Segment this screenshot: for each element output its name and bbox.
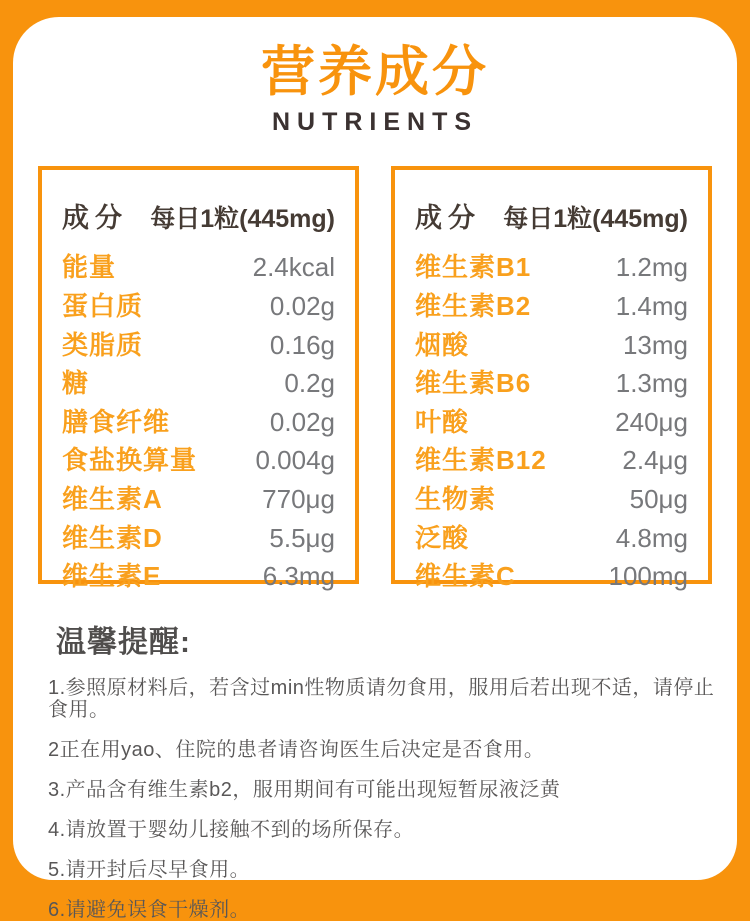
nutrient-row — [60, 403, 337, 442]
nutrient-label: 叶酸 — [415, 406, 470, 437]
nutrient-row — [60, 248, 337, 287]
reminder-note: 4.请放置于婴幼儿接触不到的场所保存。 — [48, 819, 415, 842]
nutrient-value: 2.4kcal — [252, 252, 335, 283]
nutrient-row — [413, 248, 690, 287]
nutrient-label: 维生素B6 — [415, 368, 532, 399]
nutrient-row — [60, 441, 337, 480]
table-header-ingredient: 成分 — [415, 203, 481, 234]
nutrient-label: 维生素A — [62, 483, 163, 514]
nutrient-label: 能量 — [62, 252, 117, 283]
nutrient-label: 食盐换算量 — [62, 445, 198, 476]
reminder-note: 5.请开封后尽早食用。 — [48, 859, 251, 882]
nutrient-row — [413, 403, 690, 442]
nutrient-label: 膳食纤维 — [62, 406, 171, 437]
nutrient-label: 维生素B1 — [415, 252, 532, 283]
nutrient-row — [60, 364, 337, 403]
page-subtitle: NUTRIENTS — [271, 108, 479, 137]
nutrient-value: 0.004g — [255, 445, 335, 476]
nutrient-label: 维生素D — [62, 522, 163, 553]
nutrient-label: 维生素E — [62, 561, 162, 592]
nutrient-label: 维生素B2 — [415, 290, 532, 321]
table-header — [413, 196, 690, 235]
nutrient-value: 0.2g — [284, 368, 335, 399]
nutrition-tables — [13, 166, 737, 592]
nutrition-table-left — [38, 166, 359, 592]
nutrient-row — [60, 287, 337, 326]
nutrient-label: 维生素B12 — [415, 445, 547, 476]
nutrient-label: 泛酸 — [415, 522, 470, 553]
table-header-ingredient: 成分 — [62, 203, 128, 234]
nutrient-value: 13mg — [622, 329, 688, 360]
nutrient-value: 50μg — [629, 483, 688, 514]
nutrient-row — [60, 557, 337, 596]
nutrient-value: 1.4mg — [615, 290, 688, 321]
reminder-note: 2正在用yao、住院的患者请咨询医生后决定是否食用。 — [48, 739, 545, 762]
nutrient-value: 6.3mg — [262, 561, 335, 592]
reminder-note: 1.参照原材料后，若含过min性物质请勿食用，服用后若出现不适，请停止食用。 — [48, 677, 715, 722]
nutrient-value: 0.02g — [269, 290, 335, 321]
nutrient-value: 4.8mg — [615, 522, 688, 553]
reminder-title: 温馨提醒: — [56, 626, 191, 660]
nutrient-value: 2.4μg — [622, 445, 688, 476]
table-header-amount: 每日1粒(445mg) — [503, 205, 688, 234]
nutrient-row — [413, 557, 690, 596]
nutrient-value: 5.5μg — [269, 522, 335, 553]
nutrient-label: 生物素 — [415, 483, 497, 514]
nutrient-value: 0.16g — [269, 329, 335, 360]
nutrient-row — [60, 480, 337, 519]
page-title: 营养成分 — [261, 42, 489, 102]
nutrient-row — [413, 480, 690, 519]
nutrient-value: 100mg — [608, 561, 688, 592]
nutrient-label: 蛋白质 — [62, 290, 144, 321]
nutrient-value: 1.2mg — [615, 252, 688, 283]
nutrient-row — [413, 364, 690, 403]
nutrient-label: 糖 — [62, 368, 90, 399]
reminder-note: 3.产品含有维生素b2，服用期间有可能出现短暂尿液泛黄 — [48, 779, 561, 802]
table-body — [60, 248, 337, 595]
nutrient-label: 烟酸 — [415, 329, 470, 360]
nutrient-label: 类脂质 — [62, 329, 144, 360]
nutrient-row — [60, 519, 337, 558]
nutrient-row — [413, 287, 690, 326]
table-header-amount: 每日1粒(445mg) — [150, 205, 335, 234]
reminder-notes — [13, 677, 737, 921]
nutrient-row — [413, 326, 690, 365]
nutrient-row — [413, 519, 690, 558]
nutrient-row — [413, 441, 690, 480]
table-header — [60, 196, 337, 235]
nutrient-value: 770μg — [262, 483, 335, 514]
table-body — [413, 248, 690, 595]
nutrition-table-right — [391, 166, 712, 592]
nutrient-value: 1.3mg — [615, 368, 688, 399]
nutrient-value: 0.02g — [269, 406, 335, 437]
reminder-section — [13, 617, 737, 921]
content-card — [13, 17, 737, 921]
nutrient-row — [60, 326, 337, 365]
reminder-note: 6.请避免误食干燥剂。 — [48, 899, 251, 921]
nutrient-label: 维生素C — [415, 561, 516, 592]
nutrient-value: 240μg — [615, 406, 688, 437]
